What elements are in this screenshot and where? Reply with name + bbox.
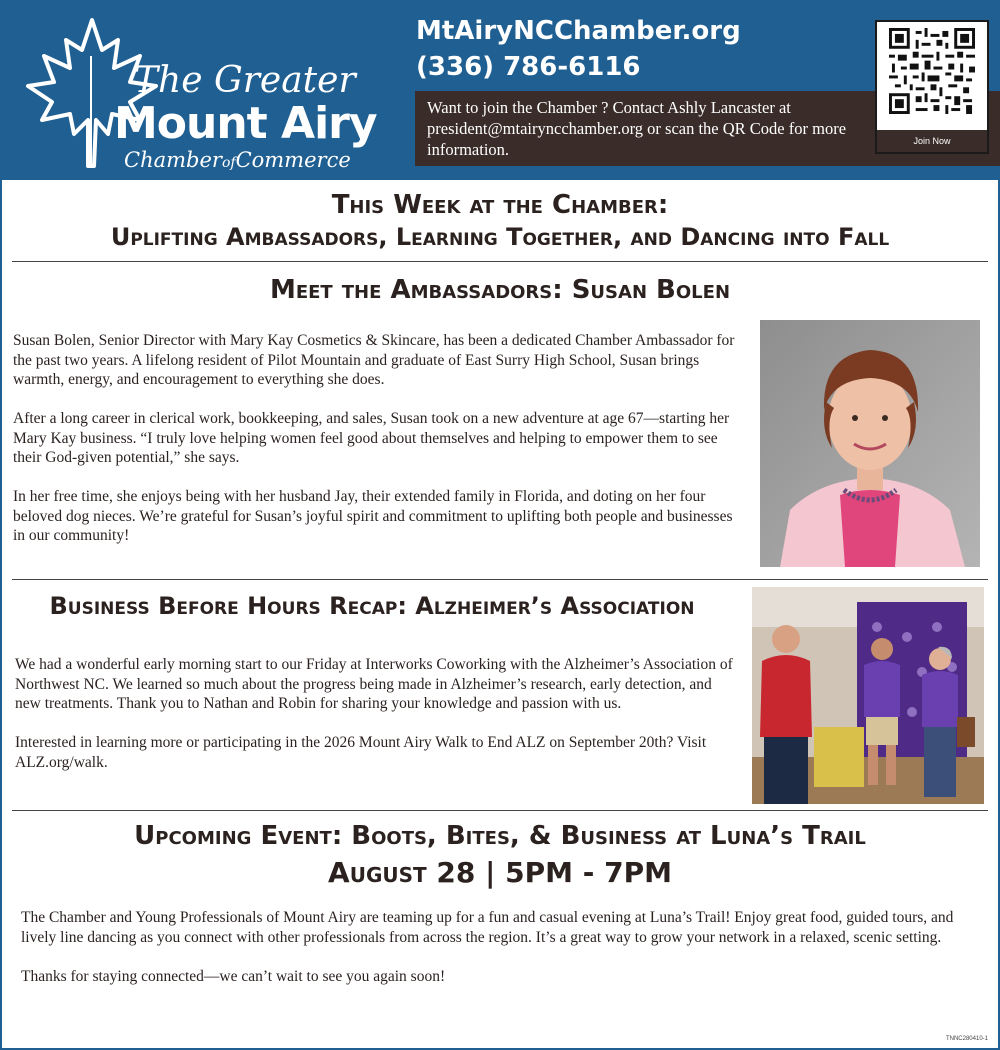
susan-bolen-photo bbox=[760, 320, 980, 567]
recap-paragraph: We had a wonderful early morning start to our Friday at Interworks Coworking with the Alzheimer’s Association of Northwest NC. We learned so much about the progress being made in Alzheimer’s research, early detection, and new treatments. Thank you to Nathan and Robin for sharing your knowledge and passion with us. bbox=[15, 656, 733, 712]
section-business-before-hours-heading: Business Before Hours Recap: Alzheimer’s Association bbox=[49, 592, 695, 620]
ambassador-paragraph: After a long career in clerical work, bookkeeping, and sales, Susan took on a new adventure at age 67—starting her Mary Kay business. “I truly love helping women feel good about themselves and helping to empower them to see their God-given potential,” she says. bbox=[13, 410, 730, 466]
divider bbox=[12, 810, 988, 811]
section-upcoming-event-heading: Upcoming Event: Boots, Bites, & Business at Luna’s Trail bbox=[134, 821, 866, 851]
phone-number: (336) 786-6116 bbox=[416, 52, 641, 82]
divider bbox=[12, 261, 988, 262]
event-date-time: August 28 | 5PM - 7PM bbox=[328, 856, 672, 889]
divider bbox=[12, 579, 988, 580]
event-photo-illustration bbox=[752, 587, 984, 804]
header-banner bbox=[2, 2, 998, 180]
section-ambassador-body bbox=[13, 331, 743, 565]
qr-join-now-label: Join Now bbox=[877, 130, 987, 152]
event-paragraph: The Chamber and Young Professionals of Mount Airy are teaming up for a fun and casual evening at Luna’s Trail! Enjoy great food, guided tours, and lively line dancing as you connect with other professionals from across the region. It’s a great way to grow your network in a relaxed, scenic setting. bbox=[21, 909, 954, 946]
alzheimers-event-photo bbox=[752, 587, 984, 804]
section-upcoming-event-body bbox=[21, 908, 971, 1006]
logo-the-greater: The Greater bbox=[134, 60, 356, 101]
qr-code-icon[interactable] bbox=[889, 28, 975, 114]
logo-mount-airy: Mount Airy bbox=[114, 98, 377, 149]
website-link[interactable]: MtAiryNCChamber.org bbox=[416, 16, 741, 46]
ambassador-paragraph: In her free time, she enjoys being with her husband Jay, their extended family in Florida, and doting on her four beloved dog nieces. We’re grateful for Susan’s joyful spirit and commitment to uplifting both people and businesses in our community! bbox=[13, 488, 733, 544]
chamber-logo bbox=[22, 16, 412, 176]
join-text: Want to join the Chamber ? Contact Ashly Lancaster at president@mtairyncchamber.org or scan the QR Code for more information. bbox=[427, 98, 847, 159]
page-subtitle: Uplifting Ambassadors, Learning Together, and Dancing into Fall bbox=[110, 223, 890, 251]
section-ambassador-heading: Meet the Ambassadors: Susan Bolen bbox=[269, 275, 731, 305]
ad-code: TNNC280410-1 bbox=[945, 1036, 988, 1042]
logo-of-word: of bbox=[221, 155, 236, 171]
portrait-illustration bbox=[760, 320, 980, 567]
page-title: This Week at the Chamber: bbox=[331, 190, 669, 220]
ambassador-paragraph: Susan Bolen, Senior Director with Mary Kay Cosmetics & Skincare, has been a dedicated Chamber Ambassador for the past two years. A lifelong resident of Pilot Mountain and graduate of East Surry High School, Susan brings warmth, energy, and encouragement to everything she does. bbox=[13, 332, 735, 388]
qr-code-box[interactable] bbox=[875, 20, 989, 154]
logo-commerce-word: Commerce bbox=[235, 148, 351, 172]
logo-chamber-word: Chamber bbox=[124, 148, 222, 172]
section-business-before-hours-body bbox=[15, 655, 740, 792]
recap-paragraph: Interested in learning more or participating in the 2026 Mount Airy Walk to End ALZ on September 20th? Visit ALZ.org/walk. bbox=[15, 734, 707, 771]
event-paragraph: Thanks for staying connected—we can’t wait to see you again soon! bbox=[21, 967, 446, 985]
logo-chamber-of-commerce bbox=[124, 148, 351, 172]
